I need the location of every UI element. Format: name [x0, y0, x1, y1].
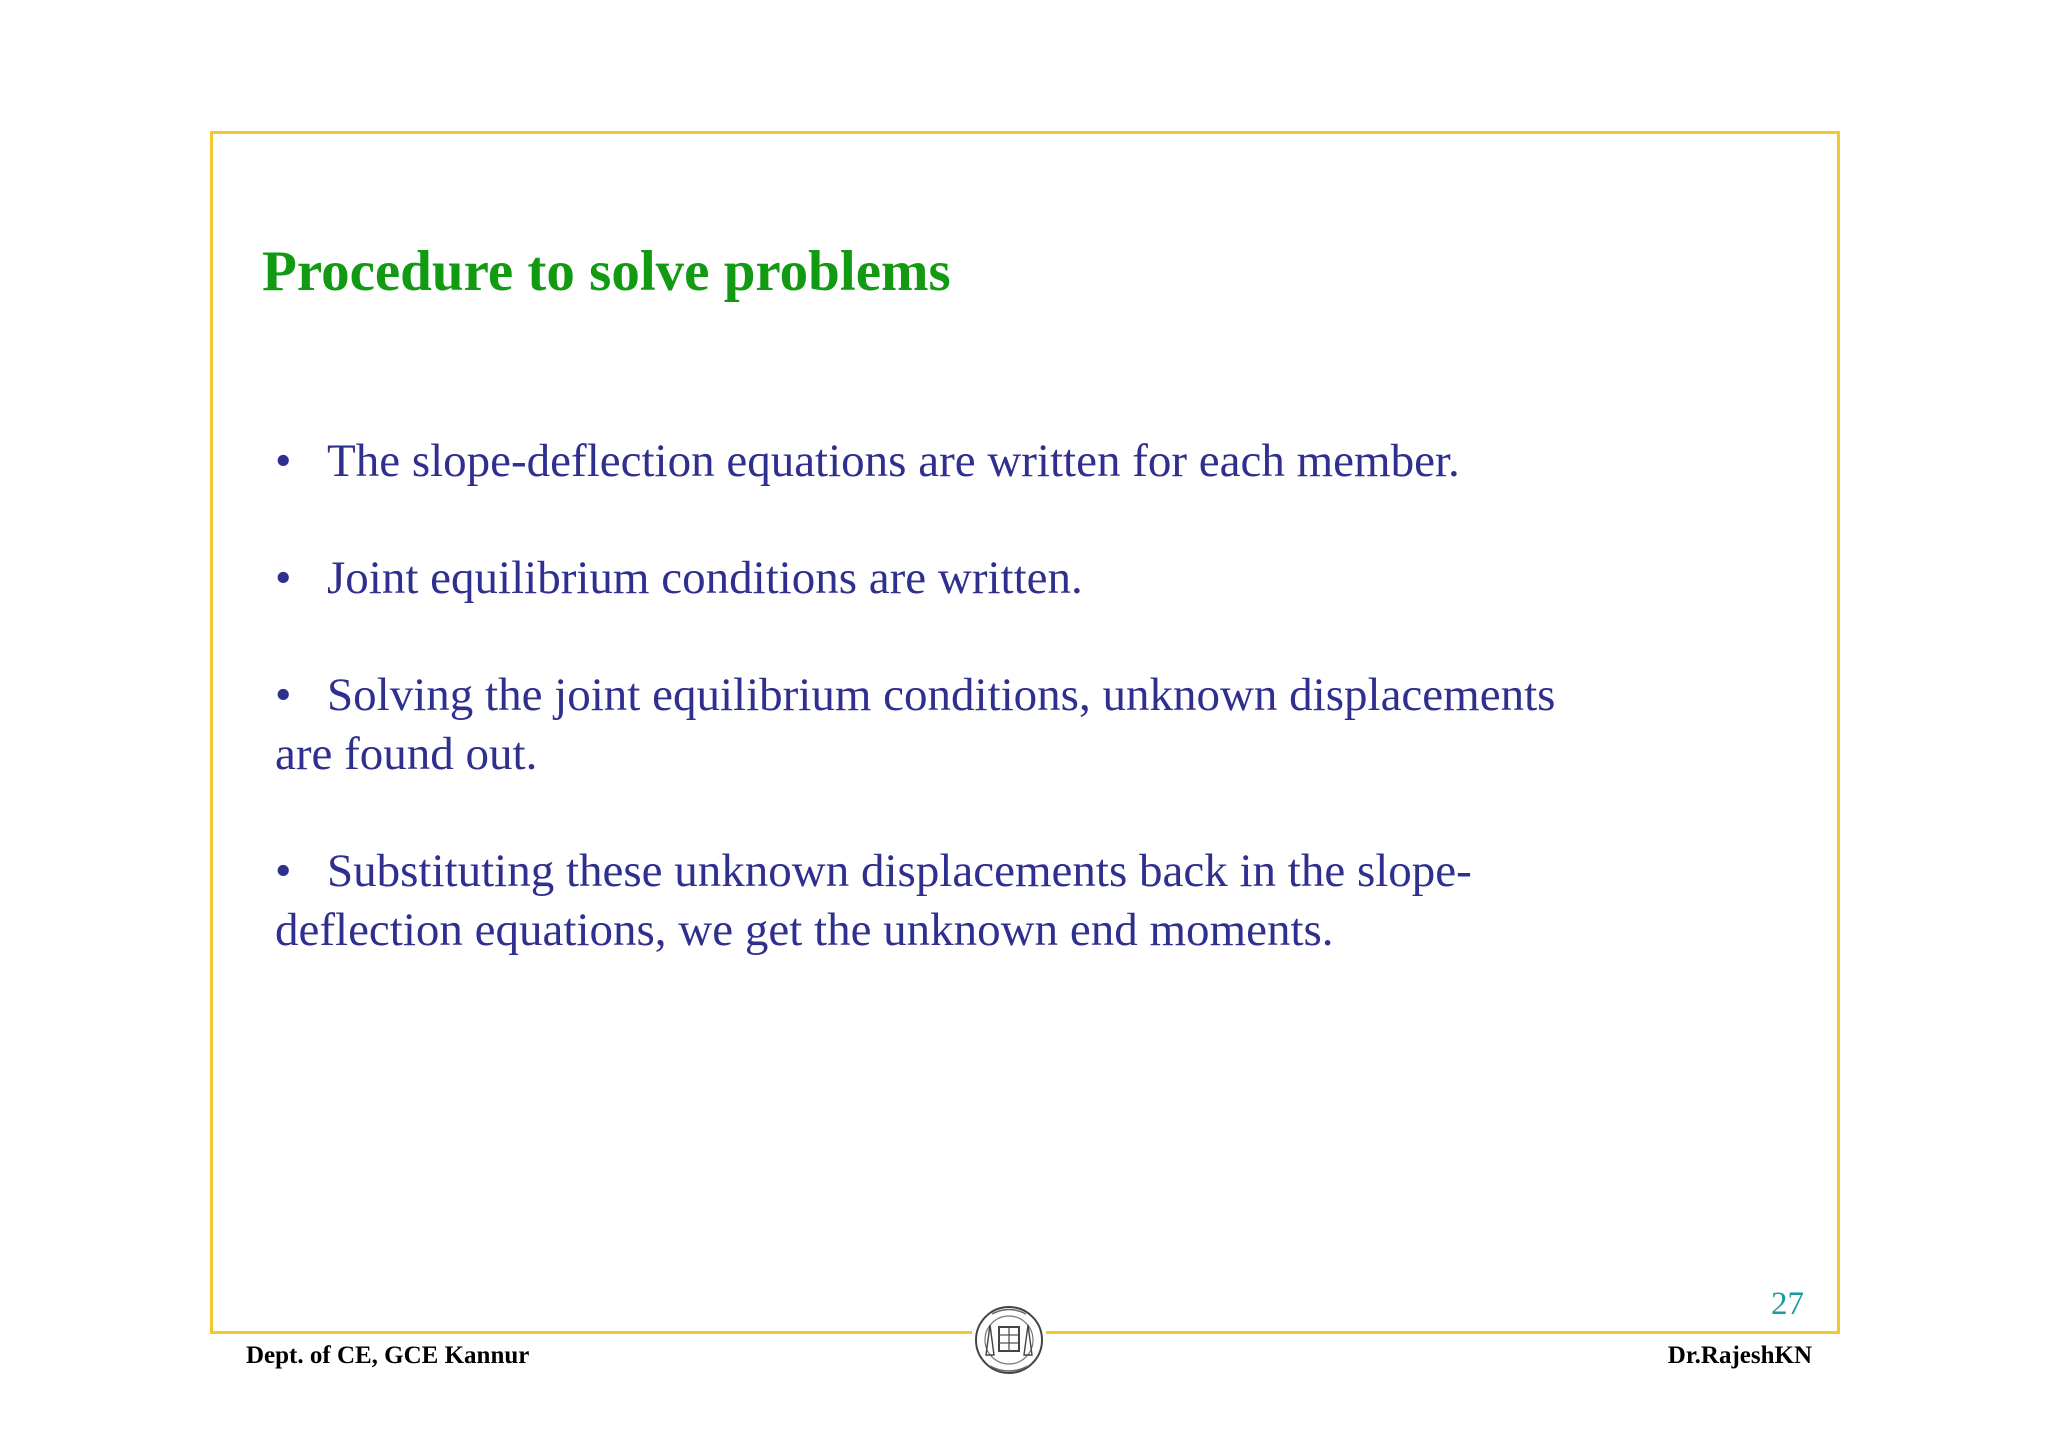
bullet-dot: • [275, 845, 292, 897]
bullet-text-continuation: deflection equations, we get the unknown end moments. [275, 904, 1334, 956]
bullet-list [275, 432, 1775, 960]
bullet-text: Solving the joint equilibrium conditions, unknown displacements [327, 669, 1556, 721]
bullet-item [275, 842, 1775, 960]
bullet-dot: • [275, 435, 292, 487]
bullet-text: Joint equilibrium conditions are written. [327, 552, 1083, 604]
bullet-item [275, 549, 1775, 608]
slide-title: Procedure to solve problems [262, 240, 951, 303]
footer-author: Dr.RajeshKN [1667, 1342, 1812, 1369]
bullet-item [275, 432, 1775, 491]
bullet-dot: • [275, 552, 292, 604]
bullet-text-continuation: are found out. [275, 728, 538, 780]
footer-department: Dept. of CE, GCE Kannur [246, 1342, 530, 1369]
page-number: 27 [1771, 1286, 1804, 1322]
bullet-text: The slope-deflection equations are written for each member. [327, 435, 1460, 487]
bullet-dot: • [275, 669, 292, 721]
college-seal-icon [972, 1300, 1046, 1382]
bullet-item [275, 666, 1775, 784]
bullet-text: Substituting these unknown displacements back in the slope- [327, 845, 1472, 897]
